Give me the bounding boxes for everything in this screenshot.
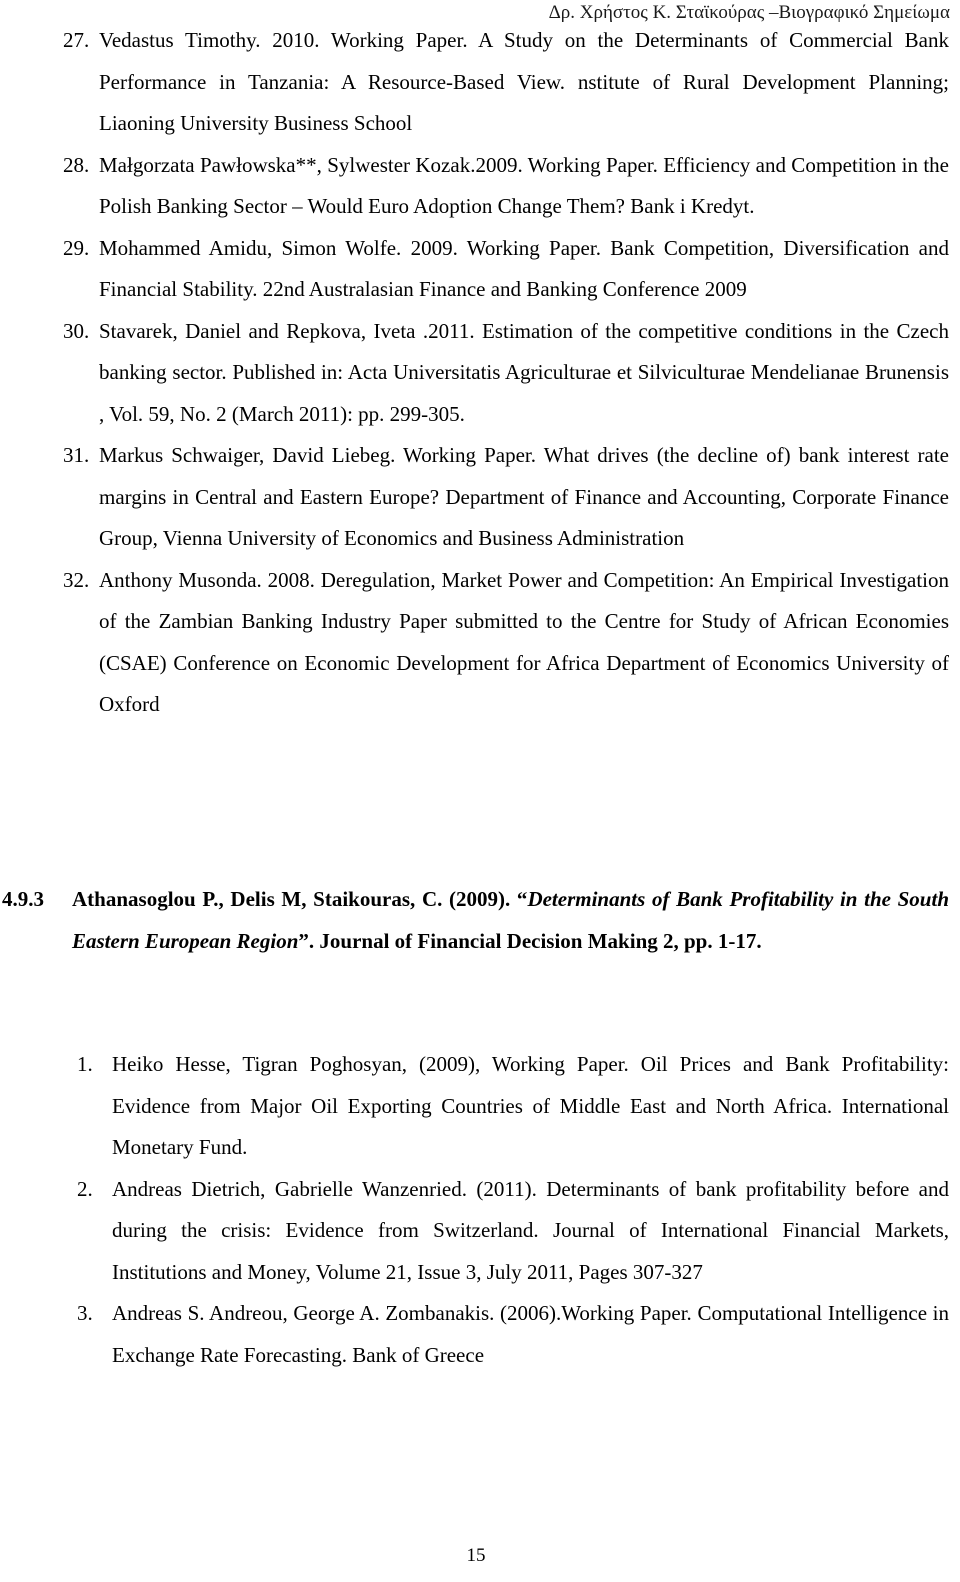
reference-item [63,435,949,560]
section-heading [2,879,949,962]
citing-reference-item [77,1169,949,1294]
reference-item [63,145,949,228]
reference-list [63,20,949,726]
section-journal: ”. Journal of Financial Decision Making 2, pp. 1-17. [298,928,762,953]
reference-text: Małgorzata Pawłowska**, Sylwester Kozak.2009. Working Paper. Efficiency and Competition in the Polish Banking Sector – Would Euro Adoption Change Them? Bank i Kredyt. [99,152,949,218]
citing-reference-item [77,1293,949,1376]
reference-number: 30. [63,318,90,343]
citing-reference-text: Andreas Dietrich, Gabrielle Wanzenried. (2011). Determinants of bank profitability before and during the crisis: Evidence from Switzerland. Journal of International Financial Markets, Institutions and Money, Volume 21, Issue 3, July 2011, Pages 307-327 [112,1176,949,1284]
page-number: 15 [466,1545,486,1566]
section-title: Determinants of Bank Profitability in the South Eastern European Region [72,887,950,953]
reference-text: Stavarek, Daniel and Repkova, Iveta .2011. Estimation of the competitive conditions in the Czech banking sector. Published in: Acta Universitatis Agriculturae et Silviculturae Mendelianae Brunensis , Vol. 59, No. 2 (March 2011): pp. 299-305. [99,318,949,426]
citing-reference-text: Heiko Hesse, Tigran Poghosyan, (2009), Working Paper. Oil Prices and Bank Profitability: Evidence from Major Oil Exporting Countries of Middle East and North Africa. International Monetary Fund. [112,1052,949,1159]
section-citation [72,879,949,962]
reference-item [63,20,949,145]
reference-text: Mohammed Amidu, Simon Wolfe. 2009. Working Paper. Bank Competition, Diversification and Financial Stability. 22nd Australasian Finance and Banking Conference 2009 [99,235,949,301]
reference-number: 32. [63,567,90,592]
citing-reference-number: 2. [77,1176,93,1201]
reference-number: 29. [63,235,90,260]
running-header: Δρ. Χρήστος Κ. Σταϊκούρας –Βιογραφικό Σημείωμα [548,2,950,23]
section-authors: Athanasoglou P., Delis M, Staikouras, C. (2009). “ [72,887,528,911]
reference-text: Markus Schwaiger, David Liebeg. Working Paper. What drives (the decline of) bank interest rate margins in Central and Eastern Europe? Department of Finance and Accounting, Corporate Finance Group, Vienna University of Economics and Business Administration [99,443,949,550]
section-number: 4.9.3 [2,887,44,911]
citing-reference-text: Andreas S. Andreou, George A. Zombanakis. (2006).Working Paper. Computational Intelligence in Exchange Rate Forecasting. Bank of Greece [112,1301,949,1367]
reference-number: 27. [63,28,90,52]
reference-number: 28. [63,152,90,177]
reference-item [63,311,949,436]
citing-reference-list [77,1044,949,1376]
reference-text: Anthony Musonda. 2008. Deregulation, Market Power and Competition: An Empirical Investigation of the Zambian Banking Industry Paper submitted to the Centre for Study of African Economies (CSAE) Conference on Economic Development for Africa Department of Economics University of Oxford [99,567,949,716]
reference-number: 31. [63,443,90,467]
citing-reference-item [77,1044,949,1169]
reference-item [63,560,949,726]
citing-reference-number: 1. [77,1052,93,1076]
reference-item [63,228,949,311]
citing-reference-number: 3. [77,1301,93,1325]
reference-text: Vedastus Timothy. 2010. Working Paper. A Study on the Determinants of Commercial Bank Performance in Tanzania: A Resource-Based View. nstitute of Rural Development Planning; Liaoning University Business School [99,28,949,135]
